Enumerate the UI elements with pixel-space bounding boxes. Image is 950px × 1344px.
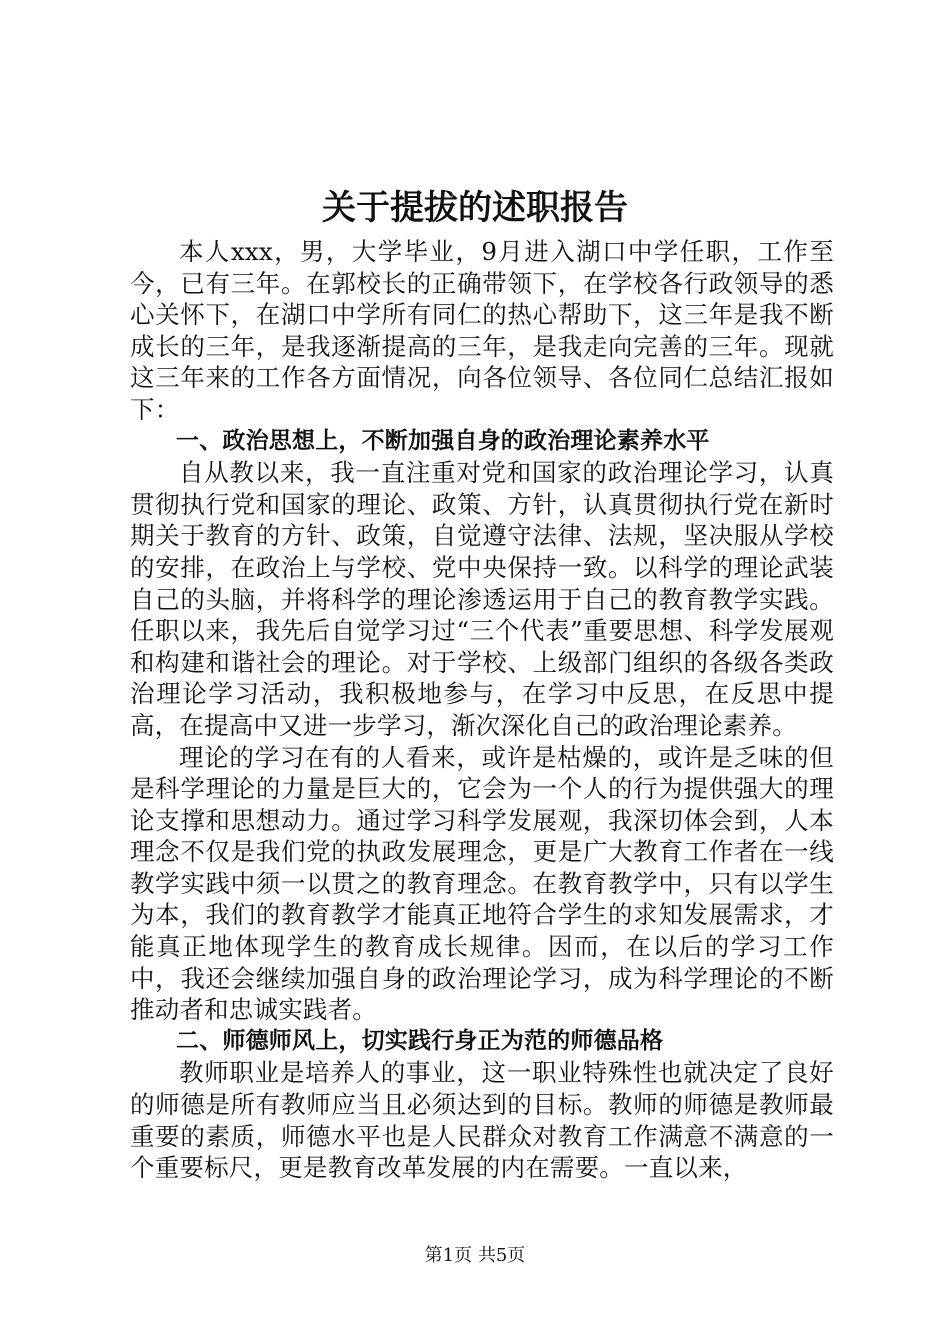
paragraph-political-2: 理论的学习在有的人看来，或许是枯燥的，或许是乏味的但是科学理论的力量是巨大的，它会为一个人的行为提供强大的理论支撑和思想动力。通过学习科学发展观，我深切体会到，人本理念不仅是我们党的执政发展理念，更是广大教育工作者在一线教学实践中须一以贯之的教育理念。在教育教学中，只有以学生为本，我们的教育教学才能真正地符合学生的求知发展需求，才能真正地体现学生的教育成长规律。因而，在以后的学习工作中，我还会继续加强自身的政治理论学习，成为科学理论的不断推动者和忠诚实践者。 xyxy=(130,742,834,1025)
page-number: 第1页 共5页 xyxy=(424,1245,526,1266)
section-heading-political: 一、政治思想上，不断加强自身的政治理论素养水平 xyxy=(176,427,710,454)
paragraph-ethics-1: 教师职业是培养人的事业，这一职业特殊性也就决定了良好的师德是所有教师应当且必须达到的目标。教师的师德是教师最重要的素质，师德水平也是人民群众对教育工作满意不满意的一个重要标尺，更是教育改革发展的内在需要。一直以来， xyxy=(130,1058,834,1183)
section-heading-ethics: 二、师德师风上，切实践行身正为范的师德品格 xyxy=(176,1027,664,1054)
page-footer xyxy=(0,1244,950,1268)
paragraph-intro: 本人xxx，男，大学毕业，9月进入湖口中学任职，工作至今，已有三年。在郭校长的正确带领下，在学校各行政领导的悉心关怀下，在湖口中学所有同仁的热心帮助下，这三年是我不断成长的三年，是我逐渐提高的三年，是我走向完善的三年。现就这三年来的工作各方面情况，向各位领导、各位同仁总结汇报如下： xyxy=(130,237,834,424)
paragraph-political-1: 自从教以来，我一直注重对党和国家的政治理论学习，认真贯彻执行党和国家的理论、政策、方针，认真贯彻执行党在新时期关于教育的方针、政策，自觉遵守法律、法规，坚决服从学校的安排，在政治上与学校、党中央保持一致。以科学的理论武装自己的头脑，并将科学的理论渗透运用于自己的教育教学实践。任职以来，我先后自觉学习过“三个代表”重要思想、科学发展观和构建和谐社会的理论。对于学校、上级部门组织的各级各类政治理论学习活动，我积极地参与，在学习中反思，在反思中提高，在提高中又进一步学习，渐次深化自己的政治理论素养。 xyxy=(130,458,834,740)
document-body xyxy=(130,236,834,1184)
document-title: 关于提拔的述职报告 xyxy=(322,188,628,228)
